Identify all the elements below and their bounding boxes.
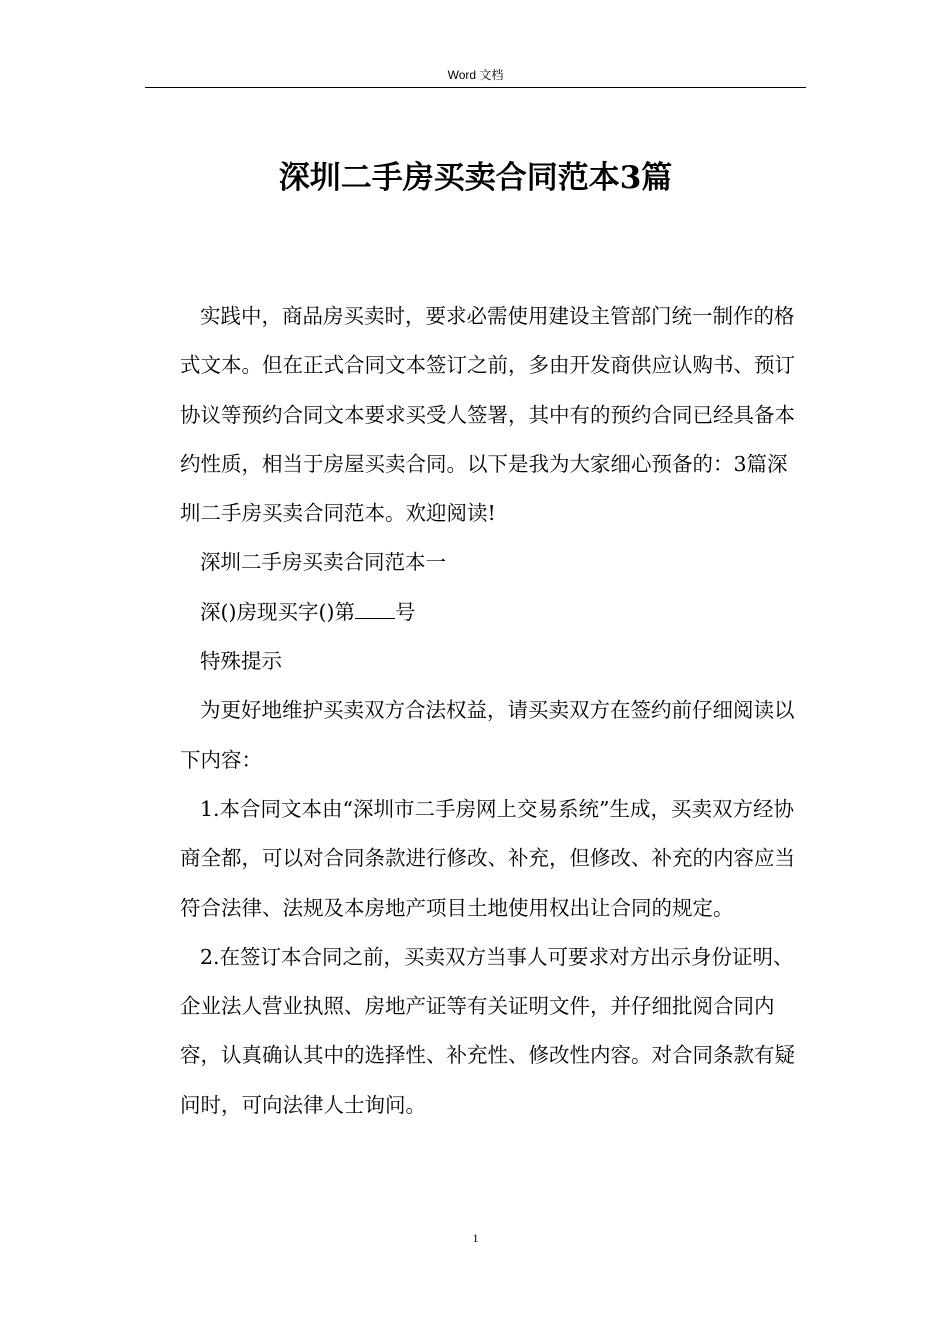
- contract-number-prefix: 深()房现买字()第: [200, 599, 355, 624]
- page-header: Word 文档: [447, 68, 504, 82]
- contract-number-suffix: 号: [395, 599, 416, 624]
- page-number: 1: [472, 1231, 479, 1245]
- notice-intro-paragraph: 为更好地维护买卖双方合法权益，请买卖双方在签约前仔细阅读以下内容：: [180, 698, 795, 772]
- contract-number-line: [180, 588, 806, 637]
- section-heading: 深圳二手房买卖合同范本一: [200, 550, 446, 575]
- notice-item-2: 2.在签订本合同之前，买卖双方当事人可要求对方出示身份证明、企业法人营业执照、房地产证等有关证明文件，并仔细批阅合同内容，认真确认其中的选择性、补充性、修改性内容。对合同条款有疑问时，可向法律人士询问。: [180, 944, 795, 1117]
- notice-item-1: 1.本合同文本由“深圳市二手房网上交易系统”生成，买卖双方经协商全都，可以对合同条款进行修改、补充，但修改、补充的内容应当符合法律、法规及本房地产项目土地使用权出让合同的规定。: [180, 796, 795, 920]
- document-title: 深圳二手房买卖合同范本3篇: [278, 160, 673, 196]
- notice-heading: 特殊提示: [200, 649, 282, 674]
- header-divider: [145, 87, 806, 88]
- contract-number-blank: [355, 597, 395, 619]
- intro-paragraph: 实践中，商品房买卖时，要求必需使用建设主管部门统一制作的格式文本。但在正式合同文本签订之前，多由开发商供应认购书、预订协议等预约合同文本要求买受人签署，其中有的预约合同已经具备本约性质，相当于房屋买卖合同。以下是我为大家细心预备的：3篇深圳二手房买卖合同范本。欢迎阅读!: [180, 304, 795, 526]
- document-body: [180, 292, 806, 1130]
